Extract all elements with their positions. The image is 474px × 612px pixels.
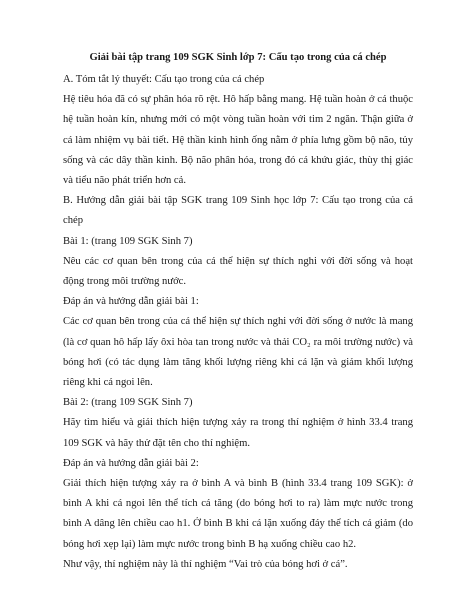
- document-title: Giải bài tập trang 109 SGK Sinh lớp 7: Cấu tạo trong của cá chép: [89, 52, 387, 63]
- exercise-1-answer: Các cơ quan bên trong của cá thể hiện sự thích nghi với đời sống ở nước là mang (là cơ quan hô hấp lấy ôxi hòa tan trong nước và thải CO₂ ra môi trường nước) và bóng hơi (có tác dụng làm tăng khối lượng riêng khi cá lặn và giảm khối lượng riêng khi cá ngoi lên.: [63, 316, 413, 389]
- exercise-2-answer: Giải thích hiện tượng xảy ra ở bình A và bình B (hình 33.4 trang 109 SGK): ở bình A khi cá ngoi lên thể tích cá tăng (do bóng hơi to ra) làm mực nước trong bình A dâng lên chiều cao h1. Ở bình B khi cá lặn xuống đáy thể tích cá giảm (do bóng hơi xẹp lại) làm mực nước trong bình B hạ xuống chiều cao h2.: [63, 478, 413, 550]
- exercise-1-answer-heading: Đáp án và hướng dẫn giải bài 1:: [63, 296, 199, 308]
- exercise-1-question: Nêu các cơ quan bên trong của cá thể hiện sự thích nghi với đời sống và hoạt động trong môi trường nước.: [63, 255, 413, 288]
- exercise-2-answer-heading: Đáp án và hướng dẫn giải bài 2:: [63, 457, 199, 469]
- exercise-1-heading: Bài 1: (trang 109 SGK Sinh 7): [63, 235, 193, 247]
- theory-summary-paragraph: Hệ tiêu hóa đã có sự phân hóa rõ rệt. Hô hấp bằng mang. Hệ tuần hoàn ở cá thuộc hệ tuần hoàn kín, nhưng mới có một vòng tuần hoàn với tim 2 ngăn. Thận giữa ở cá làm nhiệm vụ bài tiết. Hệ thần kinh hình ống nằm ở phía lưng gồm bộ não, tủy sống và các dây thần kinh. Bộ não phân hóa, trong đó cá khứu giác, thùy thị giác và tiểu não phát triển hơn cả.: [63, 94, 413, 187]
- conclusion-paragraph: Như vậy, thí nghiệm này là thí nghiệm “Vai trò của bóng hơi ở cá”.: [63, 558, 348, 570]
- section-a-heading: A. Tóm tắt lý thuyết: Cấu tạo trong của cá chép: [63, 74, 265, 85]
- section-b-heading: B. Hướng dẫn giải bài tập SGK trang 109 Sinh học lớp 7: Cấu tạo trong của cá chép: [63, 195, 413, 227]
- exercise-2-question: Hãy tìm hiểu và giải thích hiện tượng xảy ra trong thí nghiệm ở hình 33.4 trang 109 SGK và hãy thử đặt tên cho thí nghiệm.: [63, 417, 413, 449]
- document-page: [63, 50, 413, 575]
- exercise-2-heading: Bài 2: (trang 109 SGK Sinh 7): [63, 397, 193, 409]
